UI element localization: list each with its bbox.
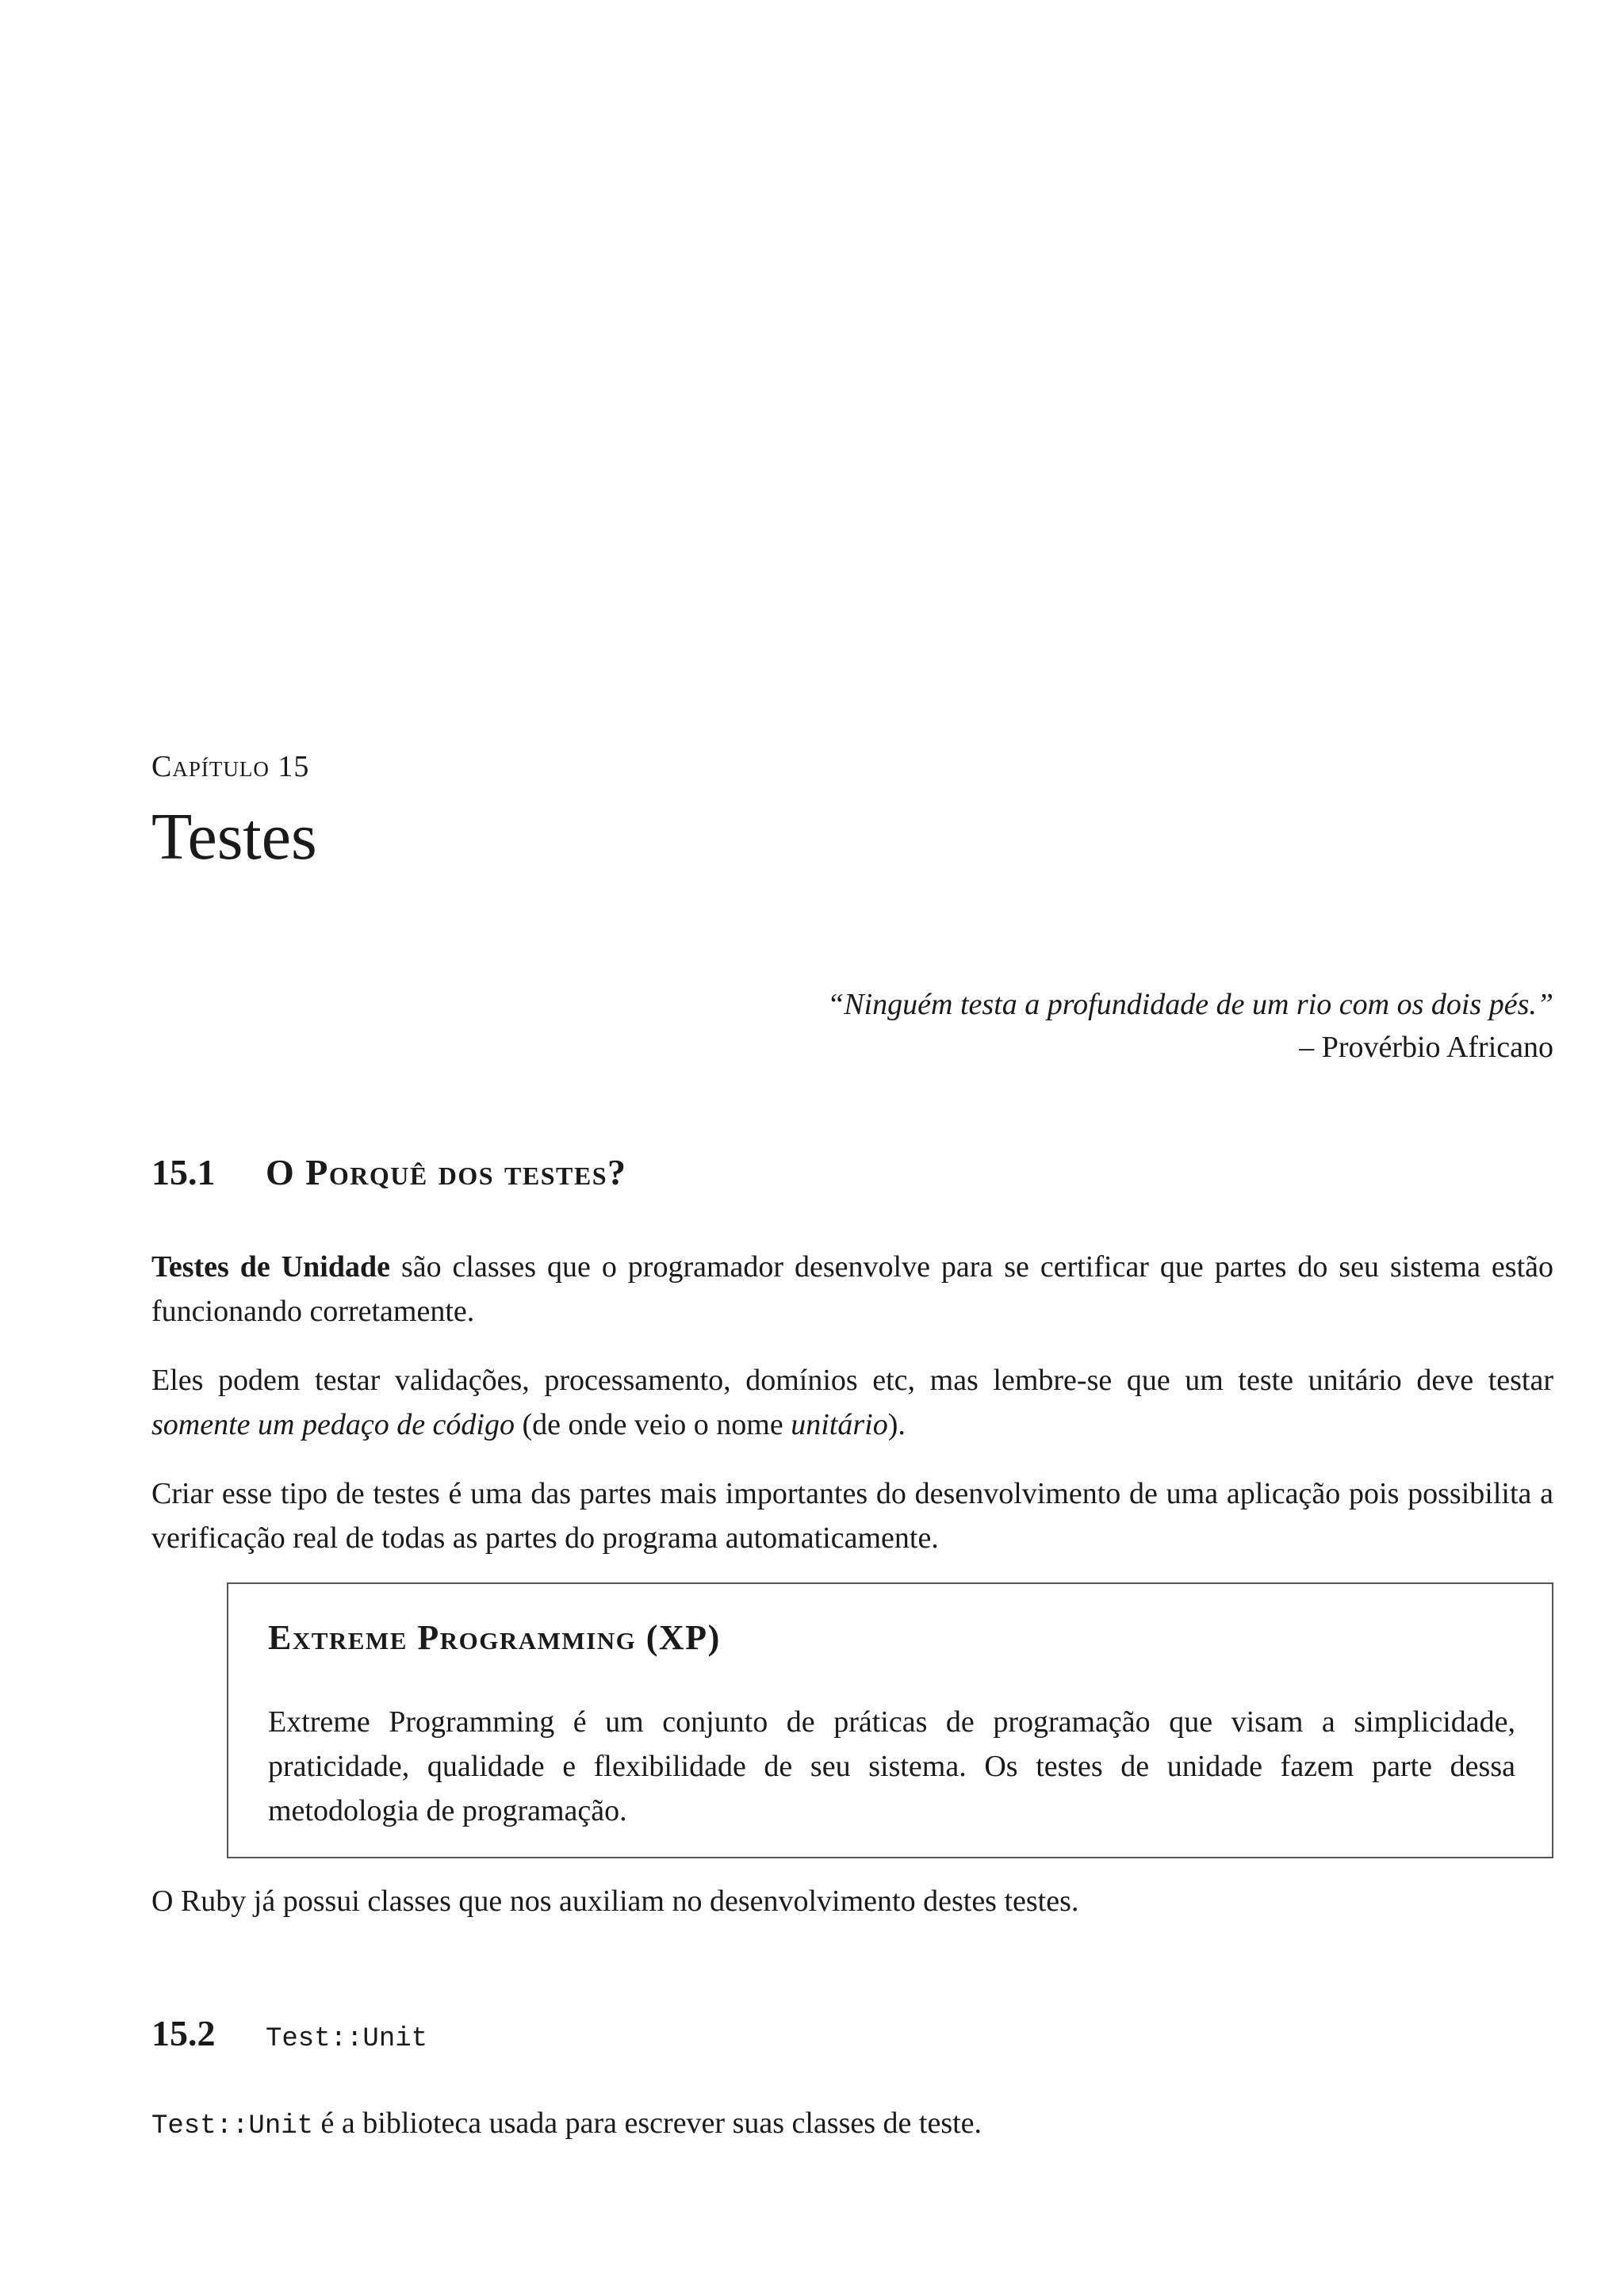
italic-word: unitário: [791, 1408, 888, 1441]
epigraph-quote: “Ninguém testa a profundidade de um rio com os dois pés.”: [827, 988, 1553, 1021]
italic-phrase: somente um pedaço de código: [151, 1408, 515, 1441]
paragraph-what-they-test: [151, 1358, 1553, 1447]
section-number: 15.1: [151, 1152, 216, 1192]
paragraph-text: são classes que o programador desenvolve para se certificar que partes do seu sistema estão funcionando corretamente.: [151, 1250, 1553, 1328]
chapter-title: Testes: [151, 800, 317, 874]
bold-term: Testes de Unidade: [151, 1250, 390, 1284]
section-title: O Porquê dos testes?: [266, 1152, 627, 1192]
paragraph-text: é a biblioteca usada para escrever suas classes de teste.: [313, 2107, 982, 2140]
inline-code: Test::Unit: [151, 2111, 314, 2141]
paragraph-importance: Criar esse tipo de testes é uma das partes mais importantes do desenvolvimento de uma aplicação pois possibilita a verificação real de todas as partes do programa automaticamente.: [151, 1477, 1553, 1555]
paragraph-ruby-classes: O Ruby já possui classes que nos auxiliam no desenvolvimento destes testes.: [151, 1885, 1079, 1918]
paragraph-text: ).: [887, 1408, 906, 1441]
paragraph-test-unit: [151, 2101, 1553, 2149]
document-page: [151, 0, 1553, 2296]
epigraph-attribution: – Provérbio Africano: [1299, 1031, 1553, 1064]
paragraph-text: Eles podem testar validações, processamento, domínios etc, mas lembre-se que um teste unitário deve testar: [151, 1364, 1553, 1397]
section-heading-15-1: [151, 1151, 627, 1193]
section-title: Test::Unit: [266, 2024, 428, 2054]
chapter-label: Capítulo 15: [151, 750, 310, 783]
paragraph-unit-tests: [151, 1245, 1553, 1334]
xp-callout-box: [227, 1582, 1553, 1858]
callout-title: Extreme Programming (XP): [268, 1618, 721, 1657]
epigraph: [827, 983, 1553, 1069]
section-number: 15.2: [151, 2013, 216, 2053]
paragraph-text: (de onde veio o nome: [515, 1408, 791, 1441]
section-heading-15-2: [151, 2012, 427, 2054]
callout-text: Extreme Programming é um conjunto de práticas de programação que visam a simplicidade, praticidade, qualidade e flexibilidade de seu sistema. Os testes de unidade fazem parte dessa metodologia de programação.: [268, 1705, 1515, 1827]
